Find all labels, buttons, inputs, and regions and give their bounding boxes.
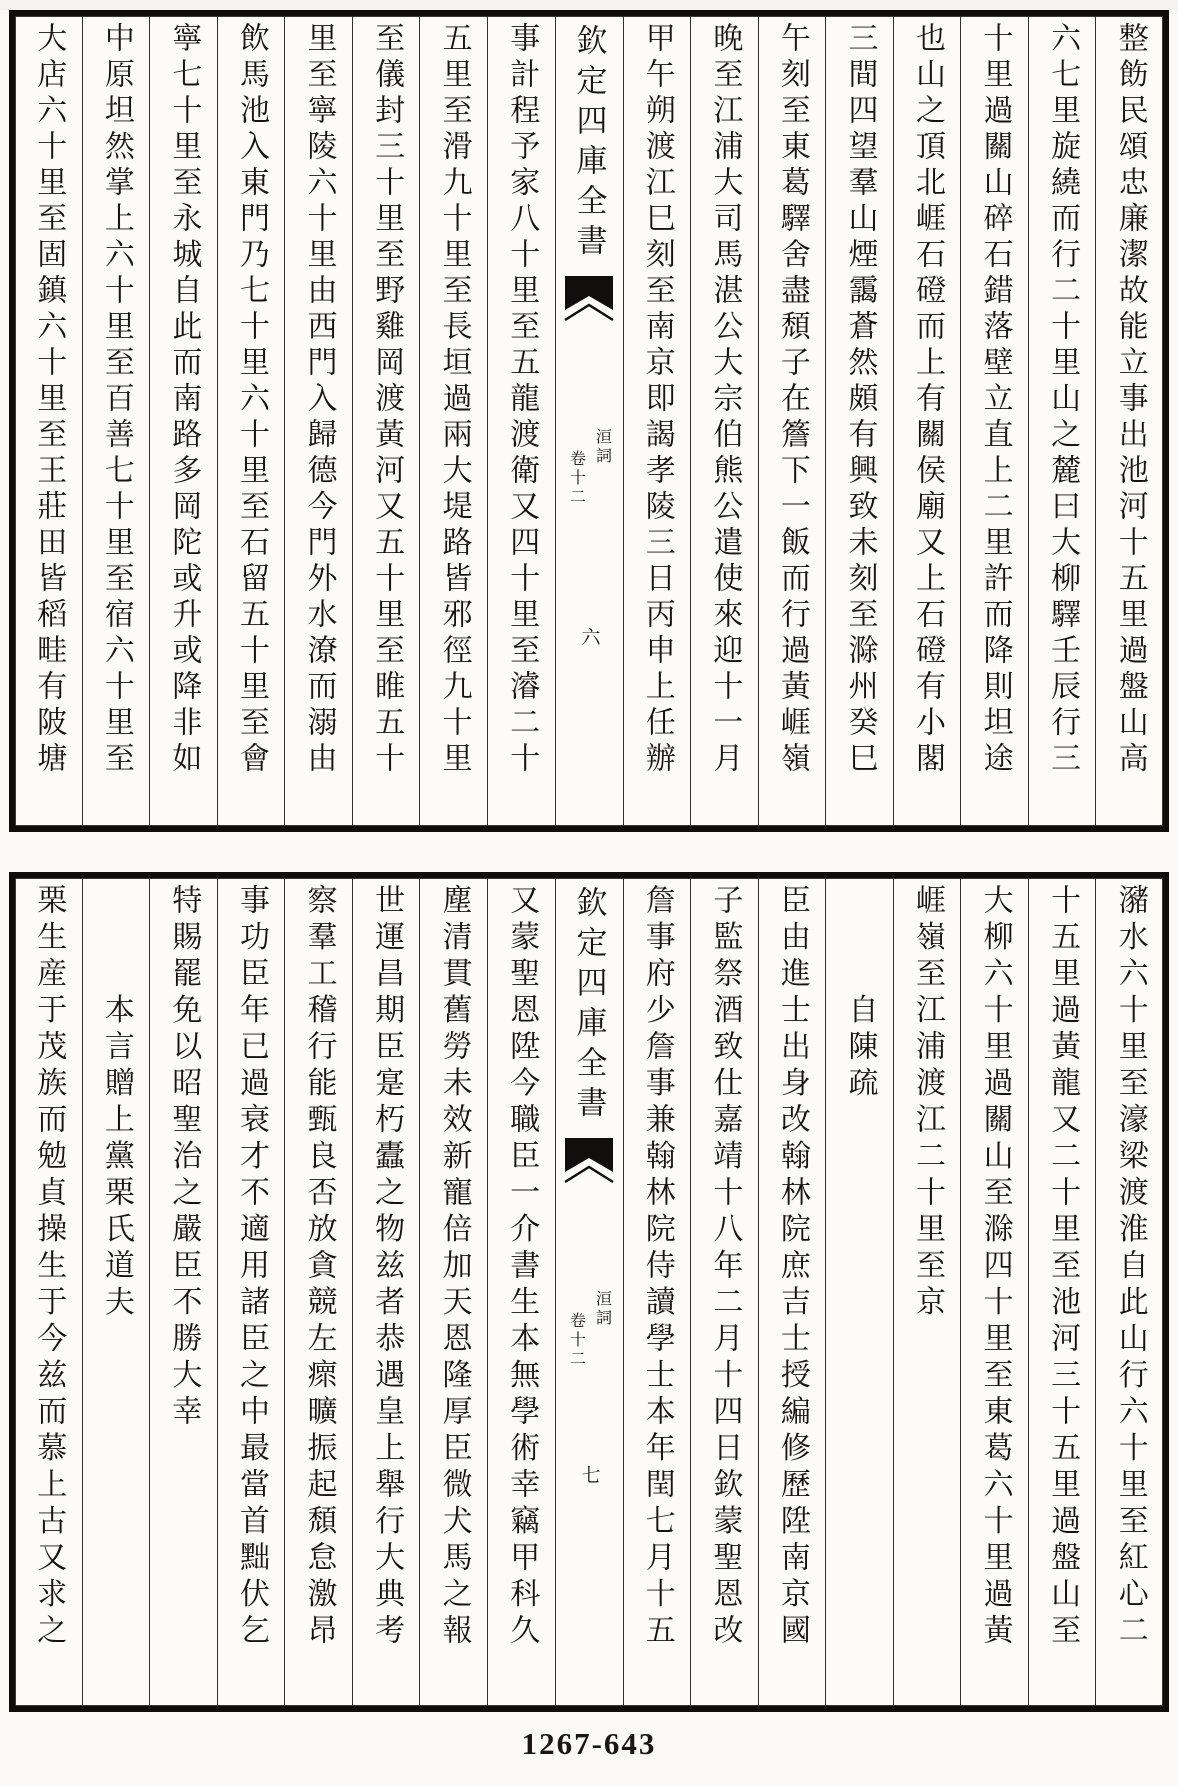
text-column [893, 16, 961, 826]
text-column [284, 16, 352, 826]
folio-number: 六 [578, 627, 600, 646]
column-text: 栗生産于茂族而勉貞操生于今兹而慕上古又求之 [32, 884, 66, 1651]
text-column [419, 878, 487, 1706]
page-lower-columns [15, 878, 1163, 1706]
column-text: 大店六十里至固鎮六十里至王莊田皆稻畦有陂塘 [32, 22, 66, 778]
column-text: 詹事府少詹事兼翰林院侍讀學士本年閏七月十五 [640, 884, 674, 1651]
text-column [15, 878, 82, 1706]
column-text: 寧七十里至永城自此而南路多岡陀或升或降非如 [167, 22, 201, 778]
column-text: 五里至滑九十里至長垣過兩大堤路皆邪徑九十里 [437, 22, 471, 778]
text-column [149, 16, 217, 826]
fold-work-title: 洹詞 [593, 428, 611, 466]
text-column [284, 878, 352, 1706]
text-column [1028, 878, 1096, 1706]
column-text: 至儀封三十里至野雞岡渡黃河又五十里至睢五十 [370, 22, 404, 778]
column-text: 瀦水六十里至濠梁渡淮自此山行六十里至紅心二 [1113, 884, 1147, 1651]
column-text: 也山之頂北崕石磴而上有關侯廟又上石磴有小閣 [911, 22, 945, 778]
column-text: 里至寧陵六十里由西門入歸德今門外水潦而溺由 [302, 22, 336, 778]
column-text: 十里過關山碎石錯落壁立直上二里許而降則坦途 [978, 22, 1012, 778]
text-column [487, 16, 555, 826]
text-column [623, 878, 691, 1706]
text-column [758, 878, 826, 1706]
text-column [217, 878, 285, 1706]
column-text: 午刻至東葛驛舍盡頹子在簷下一飯而行過黃崕嶺 [775, 22, 809, 778]
footer-page-number: 1267-643 [521, 1726, 657, 1761]
column-text: 又蒙聖恩陞今職臣一介書生本無學術幸竊甲科久 [505, 884, 539, 1651]
column-text: 中原坦然掌上六十里至百善七十里至宿六十里至 [99, 22, 133, 778]
scanned-book-sheet [0, 10, 1178, 1786]
page-upper-columns [15, 16, 1163, 826]
column-text: 子監祭酒致仕嘉靖十八年二月十四日欽蒙聖恩改 [708, 884, 742, 1651]
text-column [82, 16, 150, 826]
column-text: 崕嶺至江浦渡江二十里至京 [911, 884, 945, 1322]
column-text: 大柳六十里過關山至滁四十里至東葛六十里過黃 [978, 884, 1012, 1651]
page-lower [9, 872, 1169, 1712]
text-column [690, 16, 758, 826]
text-column [82, 878, 150, 1706]
column-text: 事功臣年已過衰才不適用諸臣之中最當首黜伏乞 [234, 884, 268, 1651]
column-text: 世運昌期臣寔朽蠹之物兹者恭遇皇上舉行大典考 [370, 884, 404, 1651]
text-column [149, 878, 217, 1706]
fold-work-title: 洹詞 [593, 1290, 611, 1328]
text-column [825, 16, 893, 826]
folio-number: 七 [578, 1465, 600, 1484]
column-text: 特賜罷免以昭聖治之嚴臣不勝大幸 [167, 884, 201, 1432]
column-text: 察羣工稽行能甄良否放貪競左瘝曠振起頹怠激昂 [302, 884, 336, 1651]
text-column [419, 16, 487, 826]
fold-series-title: 欽定四庫全書 [571, 886, 607, 1126]
column-text: 六七里旋繞而行二十里山之麓曰大柳驛壬辰行三 [1046, 22, 1080, 778]
fishtail-icon [564, 1138, 614, 1204]
text-column [352, 878, 420, 1706]
text-column [893, 878, 961, 1706]
center-fold-column [555, 16, 623, 826]
center-fold-column [555, 878, 623, 1706]
column-text: 飲馬池入東門乃七十里六十里至石留五十里至會 [234, 22, 268, 778]
text-column [690, 878, 758, 1706]
fishtail-icon [564, 276, 614, 342]
fold-meta [565, 1290, 614, 1369]
column-text: 塵清貫舊勞未效新寵倍加天恩隆厚臣微犬馬之報 [437, 884, 471, 1651]
page-upper [9, 10, 1169, 832]
fold-meta [565, 428, 614, 507]
text-column [1095, 16, 1163, 826]
fold-series-title: 欽定四庫全書 [571, 24, 607, 264]
column-text: 整飭民頌忠廉潔故能立事出池河十五里過盤山高 [1113, 22, 1147, 778]
text-column [623, 16, 691, 826]
text-column [960, 878, 1028, 1706]
column-text: 三間四望羣山煙靄蒼然頗有興致未刻至滁州癸巳 [843, 22, 877, 778]
column-text: 甲午朔渡江巳刻至南京即謁孝陵三日丙申上任辦 [640, 22, 674, 778]
fold-chapter: 卷十二 [567, 450, 585, 507]
column-text: 十五里過黃龍又二十里至池河三十五里過盤山至 [1046, 884, 1080, 1651]
column-text: 臣由進士出身改翰林院庶吉士授編修歷陞南京國 [775, 884, 809, 1651]
column-text: 事計程予家八十里至五龍渡衛又四十里至濬二十 [505, 22, 539, 778]
text-column [1095, 878, 1163, 1706]
text-column [217, 16, 285, 826]
text-column [758, 16, 826, 826]
fold-chapter: 卷十二 [567, 1312, 585, 1369]
text-column [1028, 16, 1096, 826]
text-column [825, 878, 893, 1706]
text-column [960, 16, 1028, 826]
text-column [487, 878, 555, 1706]
text-column [352, 16, 420, 826]
text-column [15, 16, 82, 826]
column-text: 本言贈上黨栗氏道夫 [99, 884, 133, 1322]
column-text: 自陳疏 [843, 884, 877, 1103]
column-text: 晚至江浦大司馬湛公大宗伯熊公遣使來迎十一月 [708, 22, 742, 778]
